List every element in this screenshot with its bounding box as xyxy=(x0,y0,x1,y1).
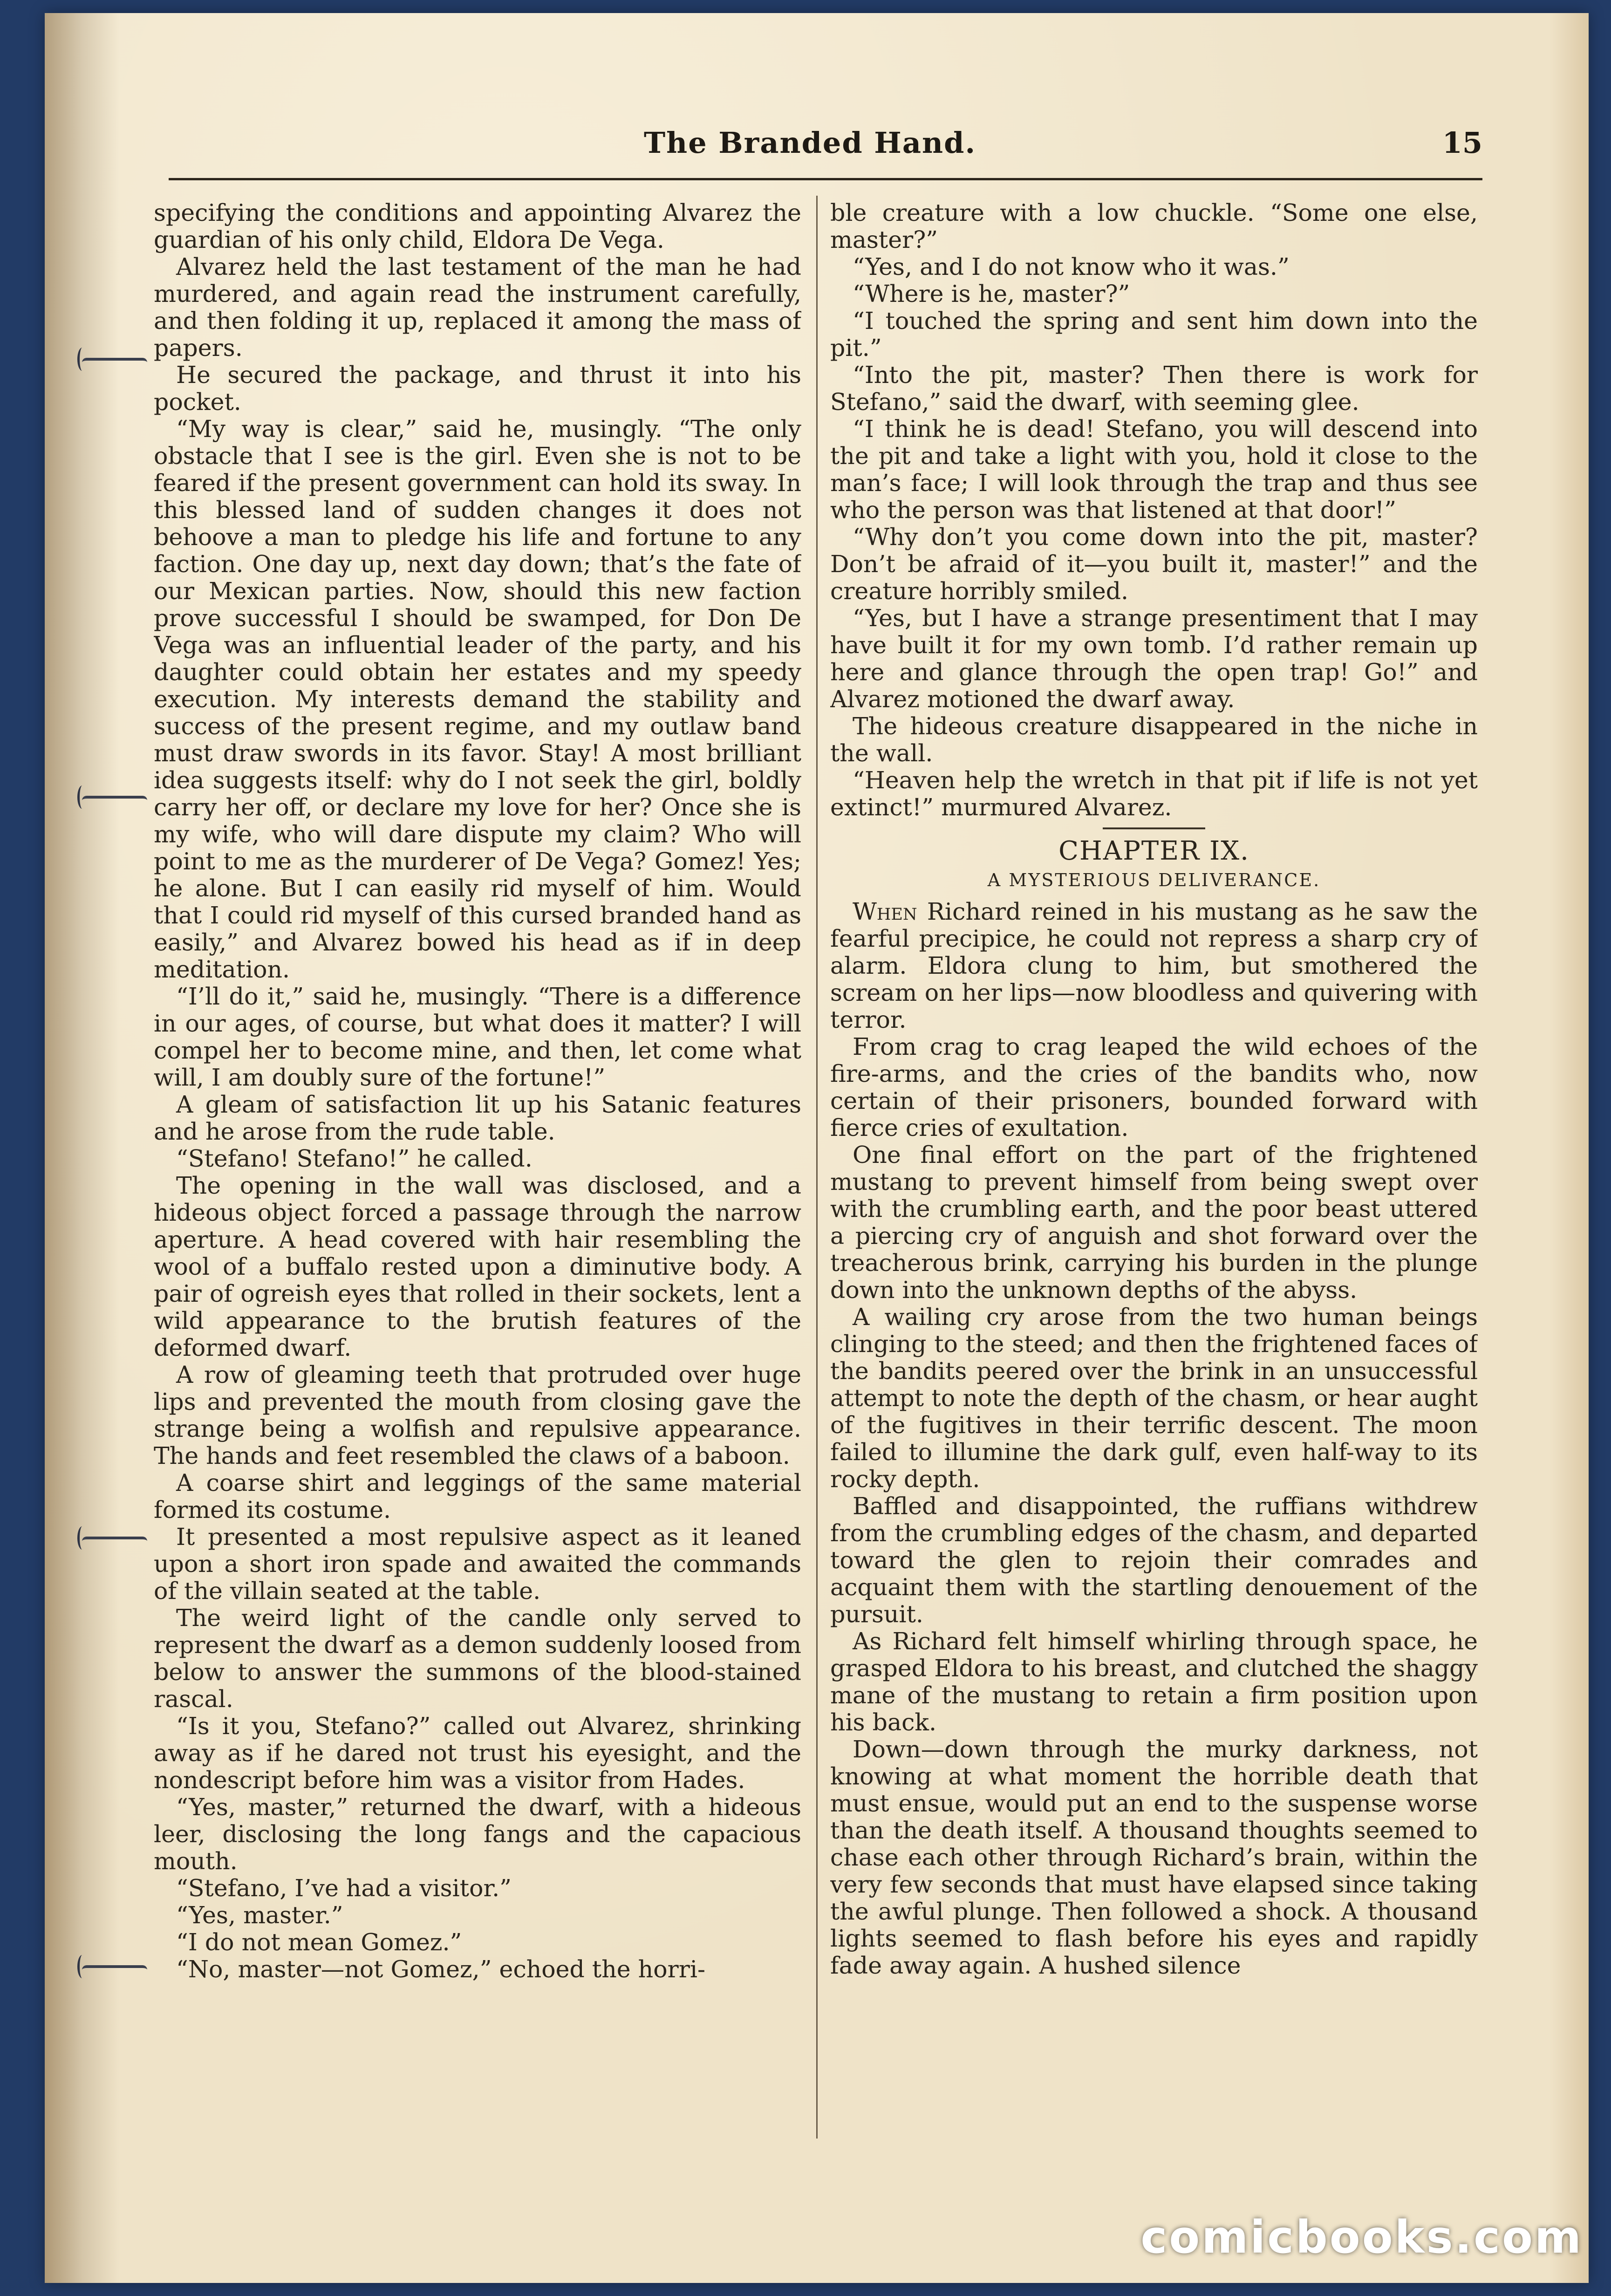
paragraph: “Into the pit, master? Then there is work for Stefano,” said the dwarf, with seeming glee. xyxy=(830,361,1478,416)
paragraph: “I think he is dead! Stefano, you will descend into the pit and take a light with you, hold it close to the man’s face; I will look through the trap and thus see who the person was that listened at that door!” xyxy=(830,415,1478,524)
paragraph: “Is it you, Stefano?” called out Alvarez, shrinking away as if he dared not trust his eyesight, and the nondescript before him was a visitor from Hades. xyxy=(154,1712,801,1794)
binding-stitch xyxy=(82,1965,147,1982)
chapter-title: CHAPTER IX. xyxy=(1058,836,1249,866)
binding-stitch xyxy=(82,796,147,813)
paragraph-text: Richard reined in his mustang as he saw the fearful precipice, he could not repress a sharp cry of alarm. Eldora clung to him, but smothered the scream on her lips—now bloodless and quivering with terror. xyxy=(830,898,1478,1033)
binding-stitch xyxy=(82,1537,147,1553)
paragraph: A wailing cry arose from the two human beings clinging to the steed; and then the frightened faces of the bandits peered over the brink in an unsuccessful attempt to note the depth of the chasm, or hear aught of the fugitives in their terrific descent. The moon failed to illumine the dark gulf, even half-way to its rocky depth. xyxy=(830,1303,1478,1493)
paragraph: Down—down through the murky darkness, not knowing at what moment the horrible death that must ensue, would put an end to the suspense worse than the death itself. A thousand thoughts seemed to chase each other through Richard’s brain, within the very few seconds that must have elapsed since taking the awful plunge. Then followed a shock. A thousand lights seemed to flash before his eyes and rapidly fade away again. A hushed silence xyxy=(830,1736,1478,1979)
paragraph: “My way is clear,” said he, musingly. “The only obstacle that I see is the girl. Even she is not to be feared if the present government can hold its sway. In this blessed land of sudden changes it does not behoove a man to pledge his life and fortune to any faction. One day up, next day down; that’s the fate of our Mexican parties. Now, should this new faction prove successful I should be swamped, for Don De Vega was an influential leader of the party, and his daughter could obtain her estates and my speedy execution. My interests demand the stability and success of the present regime, and my outlaw band must draw swords in its favor. Stay! A most brilliant idea suggests itself: why do I not seek the girl, boldly carry her off, or declare my love for her? Once she is my wife, who will dare dispute my claim? Who will point to me as the murderer of De Vega? Gomez! Yes; he alone. But I can easily rid myself of him. Would that I could rid myself of this cursed branded hand as easily,” and Alvarez bowed his head as if in deep meditation. xyxy=(154,415,801,983)
right-column xyxy=(830,199,1478,2133)
paragraph: Alvarez held the last testament of the man he had murdered, and again read the instrument carefully, and then folding it up, replaced it among the mass of papers. xyxy=(154,253,801,362)
chapter-opening-paragraph xyxy=(830,898,1478,1033)
left-column xyxy=(154,199,801,2133)
page-header xyxy=(169,122,1482,180)
paragraph: “Where is he, master?” xyxy=(853,280,1130,308)
running-title: The Branded Hand. xyxy=(644,126,976,160)
paragraph: specifying the conditions and appointing Alvarez the guardian of his only child, Eldora De Vega. xyxy=(154,199,801,253)
paragraph: The weird light of the candle only served to represent the dwarf as a demon suddenly loosed from below to answer the summons of the blood-stained rascal. xyxy=(154,1604,801,1713)
paragraph: “I touched the spring and sent him down into the pit.” xyxy=(830,307,1478,362)
paragraph: “I do not mean Gomez.” xyxy=(176,1928,462,1956)
column-divider xyxy=(816,196,818,2139)
paragraph: A coarse shirt and leggings of the same material formed its costume. xyxy=(154,1469,801,1524)
paragraph: “Yes, master.” xyxy=(176,1901,343,1929)
chapter-rule xyxy=(1103,827,1205,829)
paragraph: Baffled and disappointed, the ruffians withdrew from the crumbling edges of the chasm, and departed toward the glen to rejoin their comrades and acquaint them with the startling denouement of the pursuit. xyxy=(830,1492,1478,1628)
paragraph: “Stefano! Stefano!” he called. xyxy=(176,1145,532,1172)
binding-stitch xyxy=(82,358,147,375)
paragraph: “Yes, master,” returned the dwarf, with a hideous leer, disclosing the long fangs and the capacious mouth. xyxy=(154,1793,801,1875)
paragraph: “Yes, but I have a strange presentiment that I may have built it for my own tomb. I’d rather remain up here and glance through the open trap! Go!” and Alvarez motioned the dwarf away. xyxy=(830,604,1478,713)
paragraph: ble creature with a low chuckle. “Some one else, master?” xyxy=(830,199,1478,253)
paragraph: “I’ll do it,” said he, musingly. “There is a difference in our ages, of course, but what does it matter? I will compel her to become mine, and then, let come what will, I am doubly sure of the fortune!” xyxy=(154,983,801,1091)
paragraph: From crag to crag leaped the wild echoes of the fire-arms, and the cries of the bandits who, now certain of their prisoners, bounded forward with fierce cries of exultation. xyxy=(830,1033,1478,1141)
chapter-subtitle: A MYSTERIOUS DELIVERANCE. xyxy=(987,870,1321,890)
lead-word: When xyxy=(853,898,917,925)
paragraph: The hideous creature disappeared in the niche in the wall. xyxy=(830,712,1478,767)
paragraph: One final effort on the part of the frightened mustang to prevent himself from being swept over with the crumbling earth, and the poor beast uttered a piercing cry of anguish and shot forward over the treacherous brink, carrying his burden in the plunge down into the unknown depths of the abyss. xyxy=(830,1141,1478,1304)
paragraph: “No, master—not Gomez,” echoed the horri- xyxy=(176,1955,706,1983)
paragraph: A row of gleaming teeth that protruded over huge lips and prevented the mouth from closing gave the strange being a wolfish and repulsive appearance. The hands and feet resembled the claws of a baboon. xyxy=(154,1361,801,1469)
site-watermark: comicbooks.com xyxy=(1140,2211,1583,2263)
paragraph: A gleam of satisfaction lit up his Satanic features and he arose from the rude table. xyxy=(154,1091,801,1145)
paragraph: “Stefano, I’ve had a visitor.” xyxy=(176,1874,512,1902)
paragraph: “Why don’t you come down into the pit, master? Don’t be afraid of it—you built it, master!” and the creature horribly smiled. xyxy=(830,523,1478,605)
paragraph: The opening in the wall was disclosed, and a hideous object forced a passage through the narrow aperture. A head covered with hair resembling the wool of a buffalo rested upon a diminutive body. A pair of ogreish eyes that rolled in their sockets, lent a wild appearance to the brutish features of the deformed dwarf. xyxy=(154,1172,801,1361)
paragraph: “Yes, and I do not know who it was.” xyxy=(853,253,1290,280)
page-number: 15 xyxy=(1442,126,1482,160)
paragraph: It presented a most repulsive aspect as it leaned upon a short iron spade and awaited the commands of the villain seated at the table. xyxy=(154,1523,801,1605)
paragraph: “Heaven help the wretch in that pit if life is not yet extinct!” murmured Alvarez. xyxy=(830,766,1478,821)
paragraph: As Richard felt himself whirling through space, he grasped Eldora to his breast, and clutched the shaggy mane of the mustang to retain a firm position upon his back. xyxy=(830,1627,1478,1736)
paragraph: He secured the package, and thrust it into his pocket. xyxy=(154,361,801,416)
